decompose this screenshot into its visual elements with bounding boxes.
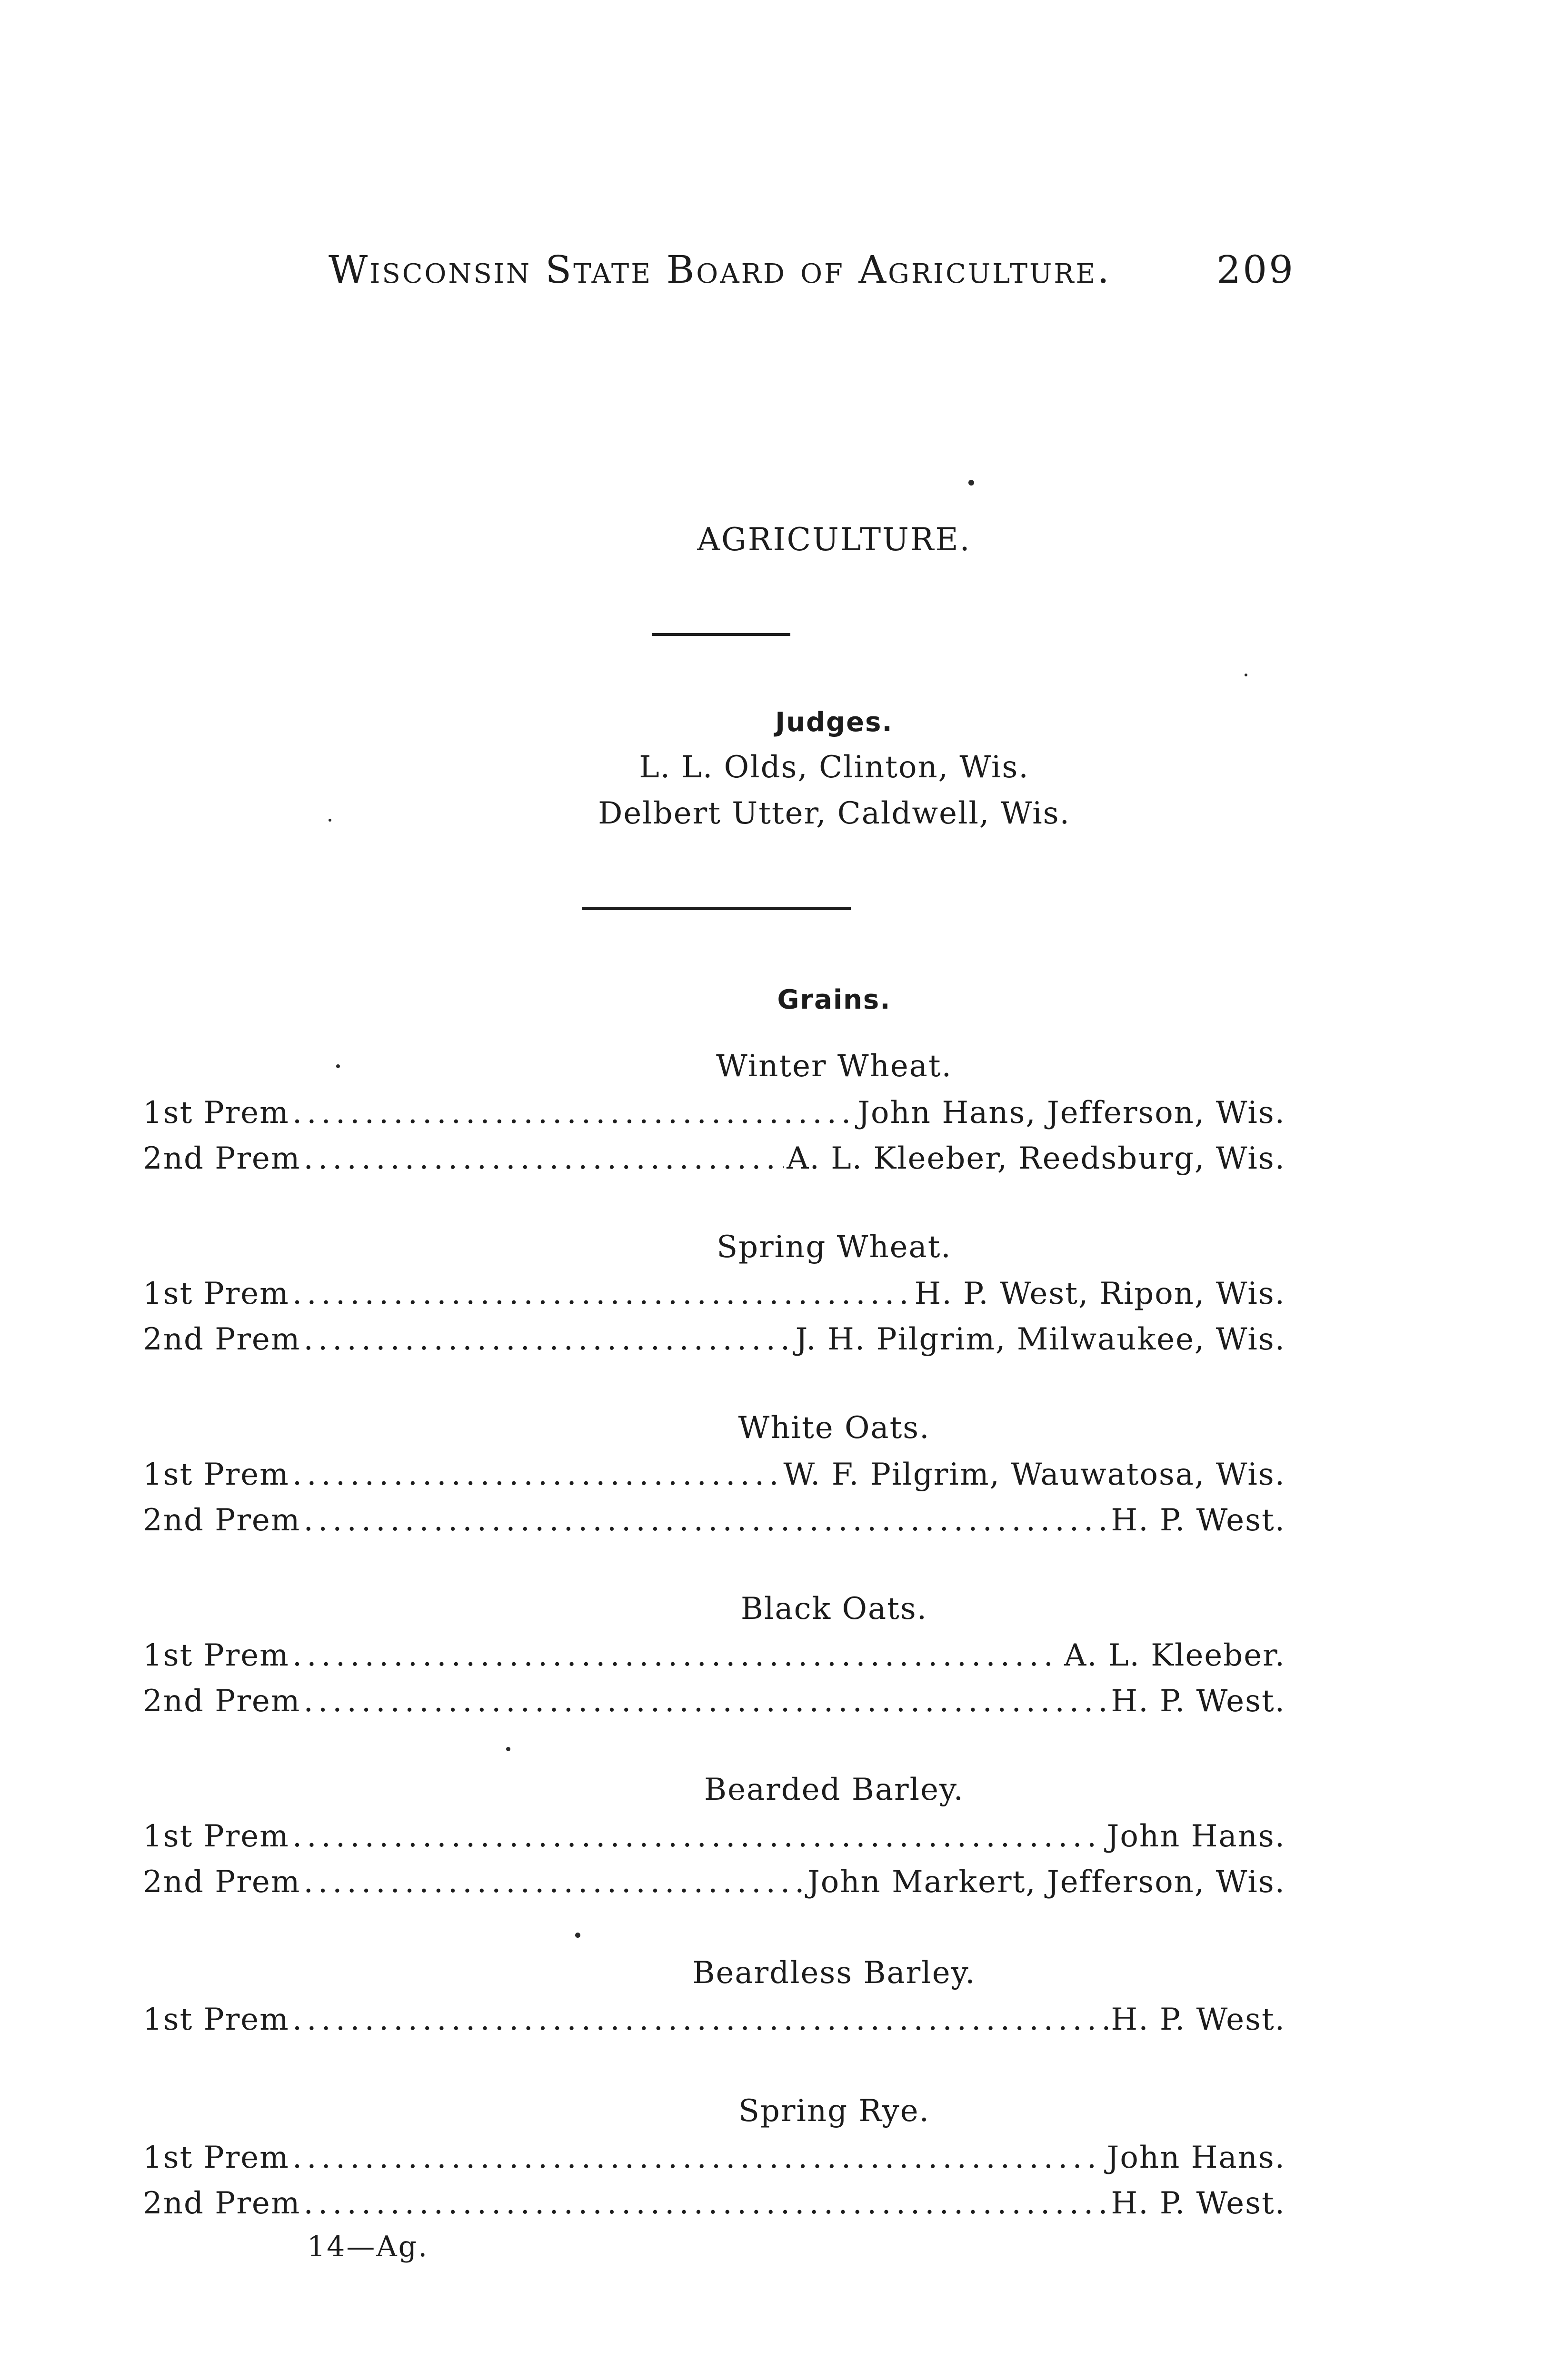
premium-entry bbox=[143, 1090, 1285, 1136]
premium-rank: 1st Prem bbox=[143, 2002, 289, 2037]
premium-winner: W. F. Pilgrim, Wauwatosa, Wis. bbox=[783, 1457, 1285, 1492]
premium-rank: 2nd Prem bbox=[143, 1503, 301, 1538]
premium-rank: 2nd Prem bbox=[143, 1141, 301, 1176]
premium-winner: A. L. Kleeber. bbox=[1064, 1638, 1285, 1673]
leader-dots bbox=[292, 1090, 855, 1136]
leader-dots bbox=[292, 1633, 1061, 1678]
premium-entry bbox=[143, 1452, 1285, 1497]
premium-winner: H. P. West. bbox=[1111, 1503, 1285, 1538]
category-title: White Oats. bbox=[738, 1410, 930, 1446]
category-title: Winter Wheat. bbox=[716, 1049, 952, 1084]
premium-rank: 2nd Prem bbox=[143, 1684, 301, 1719]
premium-entry bbox=[143, 2135, 1285, 2181]
premium-rank: 2nd Prem bbox=[143, 1322, 301, 1357]
premium-winner: John Hans. bbox=[1106, 1819, 1285, 1854]
premium-rank: 1st Prem bbox=[143, 2140, 289, 2175]
leader-dots bbox=[303, 2181, 1108, 2226]
premium-rank: 1st Prem bbox=[143, 1457, 289, 1492]
premium-rank: 2nd Prem bbox=[143, 1864, 301, 1900]
leader-dots bbox=[292, 2135, 1104, 2181]
section-divider-long bbox=[582, 907, 851, 910]
leader-dots bbox=[292, 1271, 912, 1317]
section-title: AGRICULTURE. bbox=[697, 521, 971, 558]
running-head bbox=[329, 248, 1305, 305]
category-title: Spring Rye. bbox=[738, 2093, 930, 2129]
category-title: Spring Wheat. bbox=[717, 1230, 952, 1265]
category-title: Black Oats. bbox=[740, 1591, 928, 1626]
premium-winner: H. P. West. bbox=[1111, 2002, 1285, 2037]
section-divider-short bbox=[652, 633, 790, 636]
premium-rank: 1st Prem bbox=[143, 1819, 289, 1854]
premium-entry bbox=[143, 1814, 1285, 1859]
running-head-title: Wisconsin State Board of Agriculture. bbox=[329, 248, 1111, 292]
category-title: Beardless Barley. bbox=[692, 1955, 976, 1991]
premium-entry bbox=[143, 1136, 1285, 1181]
judge-name: Delbert Utter, Caldwell, Wis. bbox=[598, 796, 1070, 831]
judge-name: L. L. Olds, Clinton, Wis. bbox=[639, 750, 1029, 785]
premium-winner: John Markert, Jefferson, Wis. bbox=[807, 1864, 1285, 1900]
leader-dots bbox=[292, 1452, 781, 1497]
premium-winner: A. L. Kleeber, Reedsburg, Wis. bbox=[787, 1141, 1285, 1176]
leader-dots bbox=[303, 1317, 792, 1362]
premium-entry bbox=[143, 1859, 1285, 1905]
premium-rank: 1st Prem bbox=[143, 1638, 289, 1673]
premium-entry bbox=[143, 1633, 1285, 1678]
category-bearded-barley bbox=[0, 1766, 1554, 1905]
leader-dots bbox=[303, 1678, 1108, 1724]
leader-dots bbox=[303, 1859, 805, 1905]
category-white-oats bbox=[0, 1404, 1554, 1543]
scan-speck bbox=[329, 819, 331, 822]
leader-dots bbox=[292, 1814, 1104, 1859]
scan-speck bbox=[1245, 674, 1247, 676]
category-black-oats bbox=[0, 1585, 1554, 1724]
signature-mark: 14—Ag. bbox=[307, 2230, 429, 2263]
category-title: Bearded Barley. bbox=[704, 1772, 964, 1807]
premium-winner: H. P. West, Ripon, Wis. bbox=[914, 1276, 1285, 1311]
premium-rank: 1st Prem bbox=[143, 1276, 289, 1311]
leader-dots bbox=[303, 1136, 784, 1181]
leader-dots bbox=[292, 1997, 1108, 2043]
premium-winner: John Hans, Jefferson, Wis. bbox=[857, 1095, 1285, 1130]
page-number: 209 bbox=[1216, 248, 1295, 292]
premium-entry bbox=[143, 1497, 1285, 1543]
premium-winner: H. P. West. bbox=[1111, 1684, 1285, 1719]
premium-rank: 1st Prem bbox=[143, 1095, 289, 1130]
scan-speck bbox=[506, 1747, 510, 1751]
premium-winner: J. H. Pilgrim, Milwaukee, Wis. bbox=[795, 1322, 1285, 1357]
judges-heading: Judges. bbox=[775, 707, 893, 738]
premium-rank: 2nd Prem bbox=[143, 2186, 301, 2221]
category-spring-wheat bbox=[0, 1223, 1554, 1362]
premium-entry bbox=[143, 1271, 1285, 1317]
scan-speck bbox=[968, 480, 974, 486]
grains-heading: Grains. bbox=[777, 984, 891, 1015]
leader-dots bbox=[303, 1497, 1108, 1543]
premium-entry bbox=[143, 1317, 1285, 1362]
category-spring-rye bbox=[0, 2087, 1554, 2226]
scan-speck bbox=[336, 1064, 340, 1068]
premium-winner: H. P. West. bbox=[1111, 2186, 1285, 2221]
category-winter-wheat bbox=[0, 1042, 1554, 1181]
category-beardless-barley bbox=[0, 1949, 1554, 2043]
premium-winner: John Hans. bbox=[1106, 2140, 1285, 2175]
scan-speck bbox=[575, 1933, 580, 1938]
premium-entry bbox=[143, 2181, 1285, 2226]
premium-entry bbox=[143, 1678, 1285, 1724]
premium-entry bbox=[143, 1997, 1285, 2043]
